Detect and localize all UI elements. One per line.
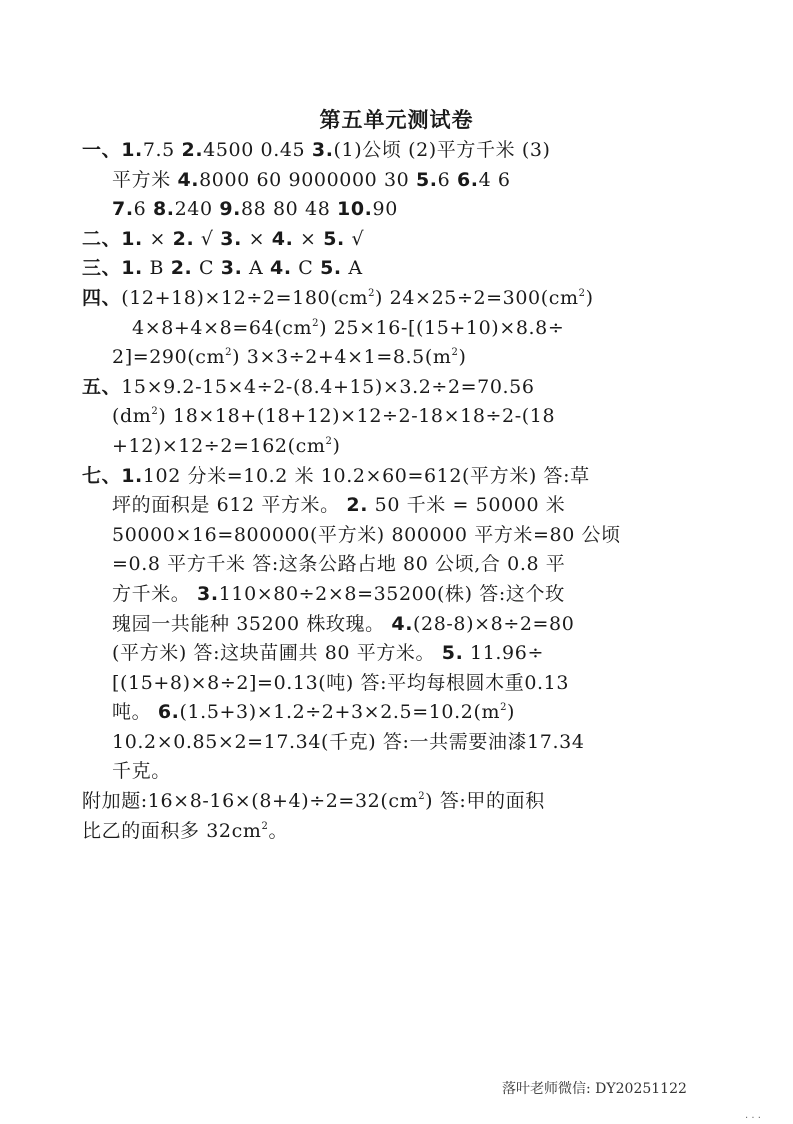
section-1-line-2	[82, 166, 672, 196]
extra-question-text: ) 答:甲的面积	[425, 790, 545, 813]
section-4-label: 四、	[82, 286, 122, 309]
section-2-label: 二、	[82, 227, 122, 250]
item-number: 7.	[112, 198, 134, 221]
item-answer: ×	[241, 227, 272, 250]
item-answer: (28-8)×8÷2=80	[413, 612, 575, 635]
item-answer: 瑰园一共能种 35200 株玫瑰。	[112, 612, 392, 635]
section-3-line	[82, 254, 672, 284]
item-number: 4.	[271, 227, 294, 250]
item-number: 5.	[323, 227, 345, 250]
section-5-label: 五、	[82, 375, 122, 398]
item-answer: 6	[437, 168, 457, 191]
formula-text: 2]=290(cm	[112, 346, 226, 369]
item-answer: 坪的面积是 612 平方米。	[112, 494, 347, 517]
superscript: 2	[418, 791, 426, 803]
item-number: 3.	[311, 139, 334, 161]
item-answer: B	[142, 257, 171, 280]
formula-text: )	[585, 286, 594, 309]
corner-mark: · · ·	[745, 1113, 761, 1124]
item-answer: 平方米	[112, 168, 178, 191]
item-answer: 方千米。	[112, 582, 198, 605]
formula-text: )	[332, 434, 341, 457]
extra-question-text: 比乙的面积多 32cm	[82, 819, 262, 842]
formula-text: 4×8+4×8=64(cm	[132, 316, 313, 339]
section-1-label: 一、	[82, 139, 122, 161]
item-answer: C	[192, 257, 221, 280]
item-number: 4.	[177, 168, 200, 191]
item-number: 2.	[346, 494, 369, 517]
superscript: 2	[325, 435, 333, 447]
section-7-line-1	[82, 462, 672, 492]
item-number: 6.	[456, 168, 479, 191]
section-7-line-5	[82, 580, 672, 610]
superscript: 2	[451, 347, 459, 359]
item-answer: 8000 60 9000000 30	[199, 168, 416, 191]
item-answer: =0.8 平方千米 答:这条公路占地 80 公顷,合 0.8 平	[112, 553, 566, 576]
item-answer: (平方米) 答:这块苗圃共 80 平方米。	[112, 642, 442, 665]
formula-text: (dm	[112, 405, 152, 428]
formula-text: (12+18)×12÷2=180(cm	[121, 286, 369, 309]
item-number: 2.	[181, 139, 204, 161]
superscript: 2	[261, 820, 269, 832]
page-title: 第五单元测试卷	[319, 108, 474, 132]
superscript: 2	[312, 317, 320, 329]
item-number: 2.	[170, 257, 193, 280]
item-number: 6.	[157, 701, 180, 724]
item-answer: 88 80 48	[240, 198, 338, 221]
item-number: 10.	[337, 198, 373, 221]
item-number: 2.	[172, 227, 195, 250]
formula-text: ) 18×18+(18+12)×12÷2-18×18÷2-(18	[158, 405, 556, 428]
item-answer: √	[194, 227, 221, 250]
item-number: 5.	[441, 642, 464, 665]
item-answer: 50 千米 = 50000 米	[368, 494, 566, 517]
item-number: 4.	[270, 257, 292, 280]
item-number: 1.	[121, 139, 143, 161]
section-4-line-1	[82, 284, 672, 314]
section-7-line-4	[82, 550, 672, 580]
item-answer: 240	[174, 198, 220, 221]
section-5-line-1	[82, 373, 672, 403]
section-7-line-6	[82, 610, 672, 640]
section-3-label: 三、	[82, 257, 122, 280]
formula-text: ) 24×25÷2=300(cm	[375, 286, 579, 309]
item-answer: A	[341, 257, 363, 280]
item-answer: (1.5+3)×1.2÷2+3×2.5=10.2(m	[179, 701, 501, 724]
item-answer: (1)公顷 (2)平方千米 (3)	[333, 139, 551, 161]
formula-text: ) 3×3÷2+4×1=8.5(m	[232, 346, 452, 369]
formula-text: ) 25×16-[(15+10)×8.8÷	[319, 316, 565, 339]
item-answer: ×	[142, 227, 173, 250]
item-number: 9.	[219, 198, 241, 221]
formula-text: +12)×12÷2=162(cm	[112, 434, 326, 457]
superscript: 2	[225, 347, 233, 359]
item-answer: 千克。	[112, 760, 171, 783]
watermark-text: 落叶老师微信: DY20251122	[502, 1081, 687, 1097]
item-answer: 11.96÷	[463, 642, 544, 665]
section-5-line-3	[82, 432, 672, 462]
item-number: 1.	[121, 257, 143, 280]
item-number: 4.	[391, 612, 414, 635]
section-7-line-2	[82, 491, 672, 521]
item-answer: 90	[372, 198, 398, 221]
item-number: 1.	[121, 464, 143, 487]
item-number: 8.	[152, 198, 175, 221]
formula-text: 15×9.2-15×4÷2-(8.4+15)×3.2÷2=70.56	[121, 375, 535, 398]
superscript: 2	[151, 406, 159, 418]
item-answer: 10.2×0.85×2=17.34(千克) 答:一共需要油漆17.34	[112, 730, 585, 753]
extra-line-2	[82, 817, 672, 847]
extra-question-text: 附加题:16×8-16×(8+4)÷2=32(cm	[82, 790, 419, 813]
section-7-line-10	[82, 728, 672, 758]
item-answer: 吨。	[112, 701, 158, 724]
section-7-line-11	[82, 757, 672, 787]
item-number: 3.	[220, 227, 242, 250]
section-5-line-2	[82, 402, 672, 432]
section-7-line-3	[82, 521, 672, 551]
item-answer: [(15+8)×8÷2]=0.13(吨) 答:平均每根圆木重0.13	[112, 671, 570, 694]
item-answer: 50000×16=800000(平方米) 800000 平方米=80 公顷	[112, 523, 621, 546]
item-answer: 4 6	[478, 168, 511, 191]
item-answer: 110×80÷2×8=35200(株) 答:这个玫	[218, 582, 565, 605]
section-1-line-1	[82, 136, 672, 166]
extra-line-1	[82, 787, 672, 817]
superscript: 2	[578, 287, 586, 299]
item-answer: ×	[293, 227, 324, 250]
item-answer: A	[242, 257, 270, 280]
section-7-line-7	[82, 639, 672, 669]
answer-content	[82, 136, 672, 846]
section-1-line-3	[82, 195, 672, 225]
item-answer: 4500 0.45	[203, 139, 312, 161]
item-answer: 6	[133, 198, 153, 221]
item-answer: )	[507, 701, 516, 724]
superscript: 2	[500, 702, 508, 714]
item-number: 5.	[320, 257, 342, 280]
item-answer: C	[291, 257, 321, 280]
item-number: 5.	[415, 168, 438, 191]
superscript: 2	[368, 287, 376, 299]
item-answer: 102 分米=10.2 米 10.2×60=612(平方米) 答:草	[142, 464, 590, 487]
section-4-line-3	[82, 343, 672, 373]
formula-text: )	[458, 346, 467, 369]
section-2-line	[82, 225, 672, 255]
extra-question-text: 。	[268, 819, 289, 842]
item-number: 3.	[197, 582, 219, 605]
item-answer: 7.5	[142, 139, 182, 161]
section-4-line-2	[82, 314, 672, 344]
section-7-line-8	[82, 669, 672, 699]
section-7-line-9	[82, 698, 672, 728]
item-number: 3.	[220, 257, 243, 280]
item-number: 1.	[121, 227, 143, 250]
section-7-label: 七、	[82, 464, 122, 487]
item-answer: √	[344, 227, 365, 250]
